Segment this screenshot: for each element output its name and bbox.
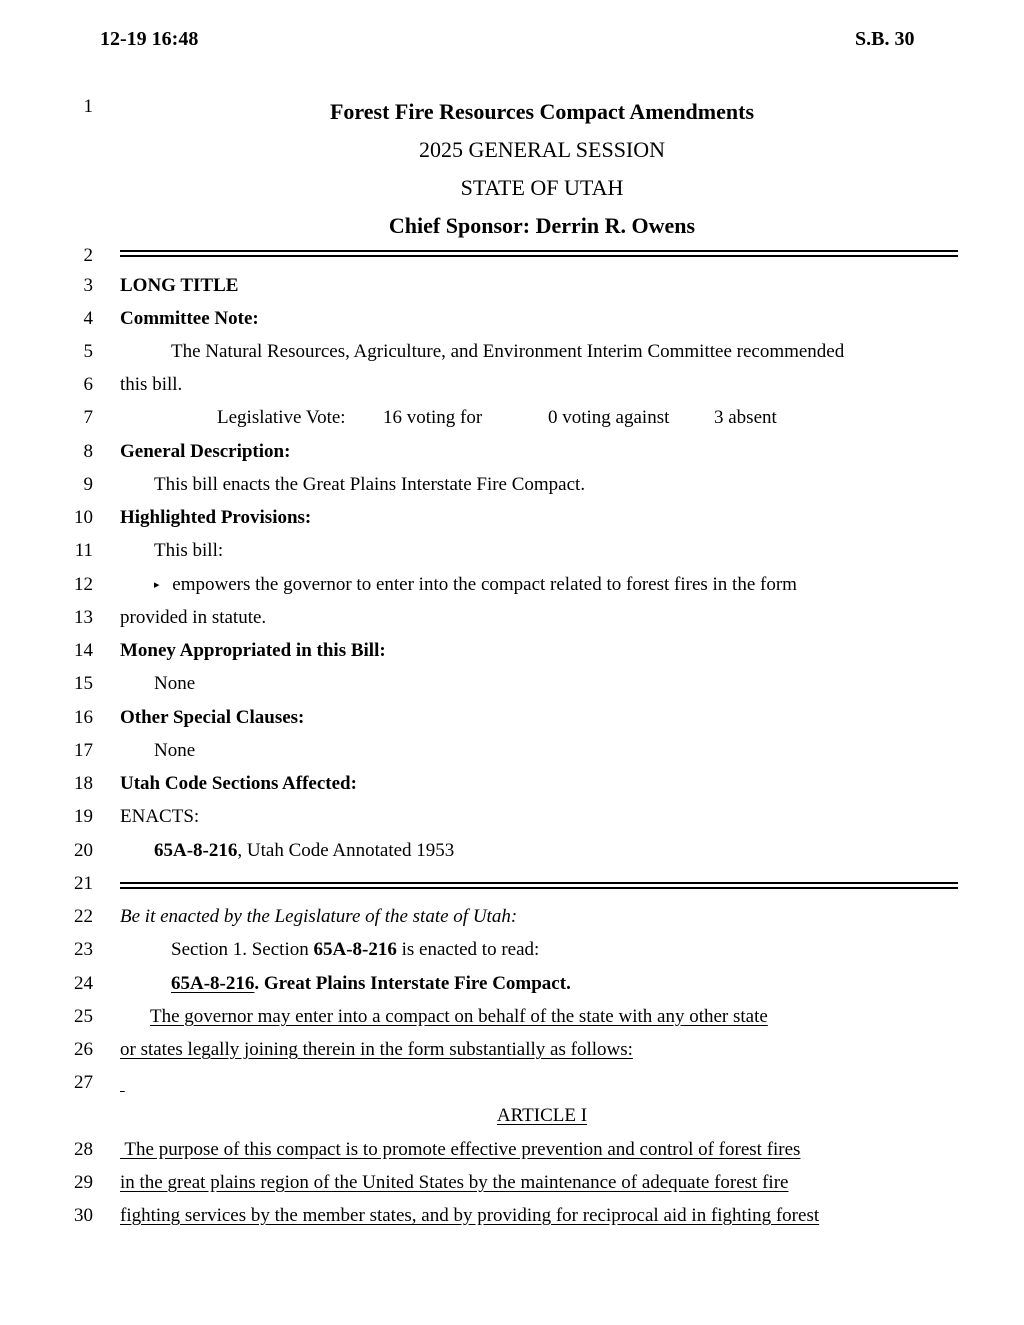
general-description-heading: General Description: (120, 441, 291, 462)
highlighted-provisions-intro: This bill: (154, 540, 224, 561)
line-number: 5 (83, 341, 93, 362)
committee-note-text: The Natural Resources, Agriculture, and Environment Interim Committee recommended (171, 341, 845, 362)
line-number: 4 (83, 308, 93, 329)
section-heading-number: 65A-8-216 (171, 973, 255, 994)
enacting-clause: Be it enacted by the Legislature of the state of Utah: (120, 906, 518, 927)
line-number: 29 (74, 1172, 93, 1193)
committee-note-heading: Committee Note: (120, 308, 259, 329)
bill-number: S.B. 30 (855, 28, 915, 50)
line-number: 9 (83, 474, 93, 495)
enacts-label: ENACTS: (120, 806, 200, 827)
vote-against: 0 voting against (548, 407, 670, 428)
statute-text-line: or states legally joining therein in the form substantially as follows: (120, 1039, 633, 1060)
article-heading: ARTICLE I (496, 1105, 588, 1126)
vote-absent: 3 absent (714, 407, 777, 428)
section-enactment-line (171, 939, 539, 961)
line-number: 15 (74, 673, 93, 694)
line-number: 6 (83, 374, 93, 395)
line-number: 27 (74, 1072, 93, 1093)
line-number: 24 (74, 973, 93, 994)
line-number: 12 (74, 574, 93, 595)
line-number: 21 (74, 873, 93, 894)
triangle-bullet-icon: ▸ (154, 578, 160, 591)
statute-text-line (120, 1072, 125, 1094)
line-number: 25 (74, 1006, 93, 1027)
highlighted-provisions-heading: Highlighted Provisions: (120, 507, 312, 528)
statute-text-line: The purpose of this compact is to promote effective prevention and control of forest fires (120, 1139, 801, 1160)
double-rule (120, 882, 958, 889)
committee-note-continuation: this bill. (120, 374, 183, 395)
legislative-vote-label: Legislative Vote: (217, 407, 346, 428)
line-number: 22 (74, 906, 93, 927)
money-appropriated-heading: Money Appropriated in this Bill: (120, 640, 386, 661)
line-number: 23 (74, 939, 93, 960)
provision-bullet (154, 574, 797, 596)
enacted-section-line (154, 840, 454, 862)
bill-title: Forest Fire Resources Compact Amendments (329, 99, 755, 124)
double-rule (120, 250, 958, 257)
enacted-section-citation: , Utah Code Annotated 1953 (237, 840, 455, 861)
session-label: 2025 GENERAL SESSION (418, 137, 666, 162)
chief-sponsor: Chief Sponsor: Derrin R. Owens (388, 213, 696, 238)
header-datestamp: 12-19 16:48 (100, 28, 199, 50)
section-label: Section 1. Section (171, 939, 314, 960)
line-number: 28 (74, 1139, 93, 1160)
line-number: 17 (74, 740, 93, 761)
section-heading (171, 973, 571, 995)
code-sections-heading: Utah Code Sections Affected: (120, 773, 357, 794)
line-number: 20 (74, 840, 93, 861)
line-number: 10 (74, 507, 93, 528)
general-description-text: This bill enacts the Great Plains Interstate Fire Compact. (154, 474, 586, 495)
long-title-heading: LONG TITLE (120, 275, 239, 296)
provision-continuation: provided in statute. (120, 607, 267, 628)
section-number: 65A-8-216 (313, 939, 397, 960)
special-clauses-value: None (154, 740, 196, 761)
statute-text-line: in the great plains region of the United States by the maintenance of adequate forest fire (120, 1172, 789, 1193)
enacted-section-number: 65A-8-216 (154, 840, 238, 861)
line-number: 2 (83, 245, 93, 266)
provision-text: empowers the governor to enter into the compact related to forest fires in the form (172, 574, 797, 595)
line-number: 7 (83, 407, 93, 428)
line-number: 14 (74, 640, 93, 661)
statute-text-line: The governor may enter into a compact on behalf of the state with any other state (150, 1006, 768, 1027)
line-number: 3 (83, 275, 93, 296)
line-number: 16 (74, 707, 93, 728)
line-number: 8 (83, 441, 93, 462)
special-clauses-heading: Other Special Clauses: (120, 707, 305, 728)
section-enactment-text: is enacted to read: (396, 939, 540, 960)
line-number: 13 (74, 607, 93, 628)
money-appropriated-value: None (154, 673, 196, 694)
statute-text-line: fighting services by the member states, and by providing for reciprocal aid in fighting forest (120, 1205, 820, 1226)
line-number: 18 (74, 773, 93, 794)
state-label: STATE OF UTAH (460, 175, 624, 200)
line-number: 26 (74, 1039, 93, 1060)
vote-for: 16 voting for (383, 407, 483, 428)
line-number: 1 (83, 96, 93, 117)
line-number: 30 (74, 1205, 93, 1226)
line-number: 11 (74, 540, 93, 561)
section-heading-title: . Great Plains Interstate Fire Compact. (254, 973, 571, 994)
line-number: 19 (74, 806, 93, 827)
